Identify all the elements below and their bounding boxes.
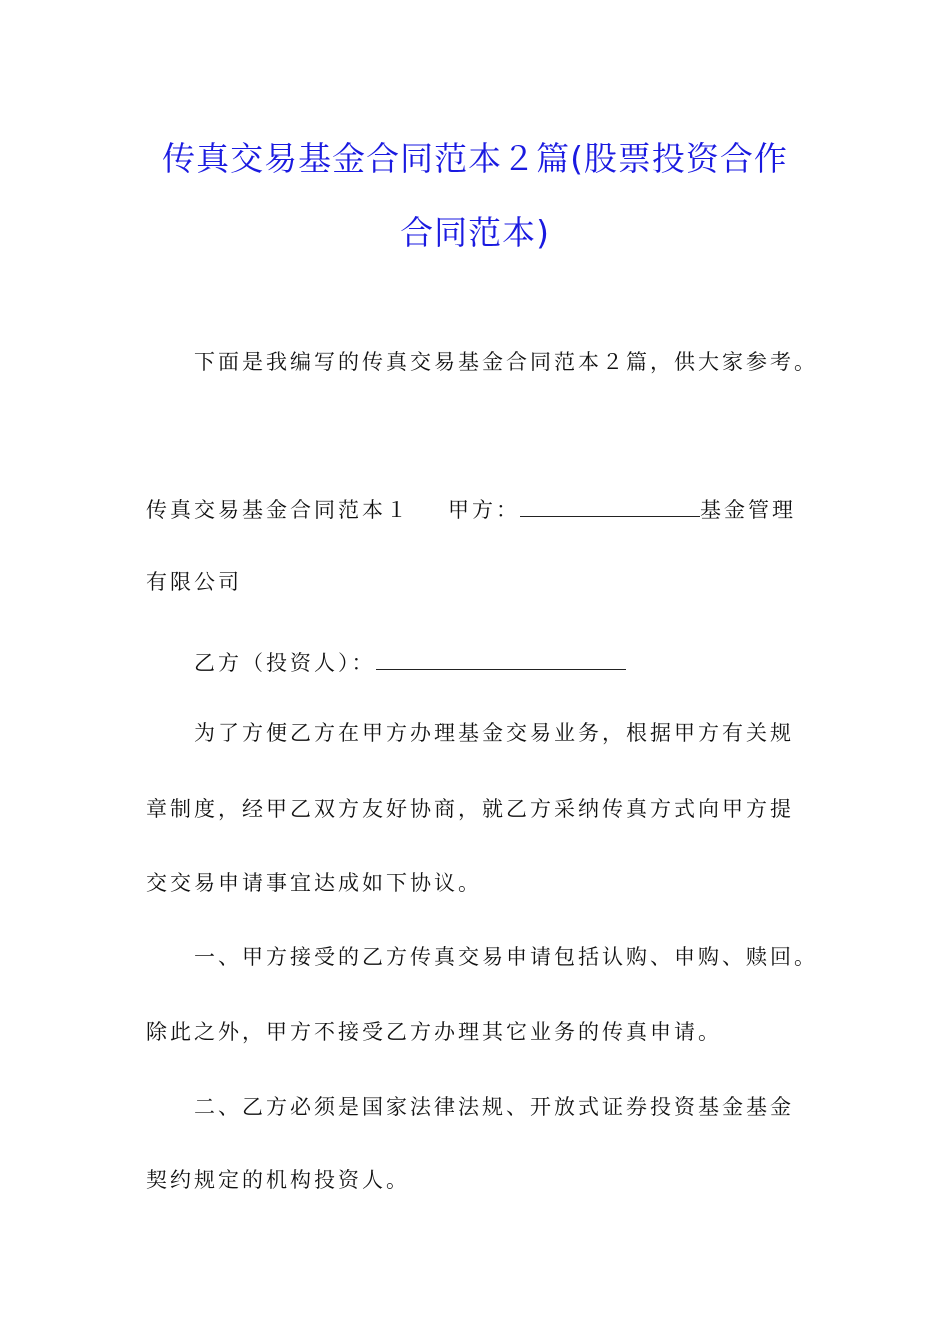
party-b-blank-field (376, 647, 626, 670)
document-title-line-1: 传真交易基金合同范本２篇(股票投资合作 (162, 139, 788, 178)
party-a-blank-field (520, 494, 700, 517)
paragraph-1-line-2: 章制度，经甲乙双方友好协商，就乙方采纳传真方式向甲方提 (146, 797, 794, 821)
clause-2-line-2: 契约规定的机构投资人。 (146, 1168, 410, 1192)
party-b-label: 乙方（投资人）： (194, 651, 376, 675)
clause-2-line-1: 二、乙方必须是国家法律法规、开放式证券投资基金基金 (194, 1095, 794, 1119)
document-title-line-2: 合同范本) (400, 213, 550, 252)
party-b-line (194, 647, 626, 677)
intro-paragraph: 下面是我编写的传真交易基金合同范本２篇，供大家参考。 (194, 350, 818, 374)
paragraph-1-line-1: 为了方便乙方在甲方办理基金交易业务，根据甲方有关规 (194, 721, 794, 745)
section-heading: 传真交易基金合同范本１ (146, 498, 410, 522)
clause-1-line-1: 一、甲方接受的乙方传真交易申请包括认购、申购、赎回。 (194, 945, 818, 969)
paragraph-1-line-3: 交交易申请事宜达成如下协议。 (146, 871, 482, 895)
party-a-label: 甲方： (448, 498, 520, 522)
party-a-suffix: 基金管理 (700, 498, 796, 522)
party-a-line (146, 494, 796, 524)
party-a-suffix-continued: 有限公司 (146, 570, 242, 594)
clause-1-line-2: 除此之外，甲方不接受乙方办理其它业务的传真申请。 (146, 1020, 722, 1044)
